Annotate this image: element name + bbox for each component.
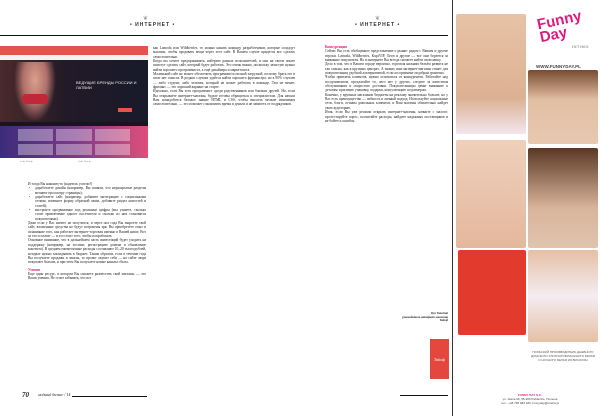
paragraph: И тогда Вы наконец-то (надеюсь успели?) [28, 182, 93, 186]
footer-rule [400, 395, 448, 396]
footer-rule [72, 396, 147, 397]
left-column-2 [153, 46, 295, 107]
paragraph: Идеально, если Вы есть программист среди родственников или близких друзей. Но, если Вы открываете интернет-магазин, будьте готовы обращаться к специалистам. Для начала Вам понадобится базовое знание HTML и CSS, чтобы вносить мелкие изменения самостоятельно, — это поможет сэкономить время и деньги и не зависеть от подрядчиков. [153, 89, 295, 107]
page-number: 70 [22, 391, 29, 399]
hero-title: ВЕДУЩИЕ БРЕНДЫ РОССИИ И ЛАТВИИ [76, 80, 137, 90]
header-rule [0, 35, 300, 36]
subheading: Конкуренция [325, 45, 347, 49]
paragraph: Маленький сайт не может обеспечить программиста полной загрузкой, поэтому брать его в штат нет смысла. В редких случаях удаётся найти хорошего фрилансера, но в 90% случаев — либо студент, либо человек, который не может работать в команде. Тем не менее, фриланс — это хороший вариант на старте. [153, 72, 295, 90]
paragraph: Дело в том, что в Вашем городе вероятно, торговля нижним бельём развита не так сильно, как в крупных центрах. А значит, ваш интернет-магазин станет для покупательниц удобной альтернативой, если ассортимент подобран грамотно. [325, 62, 448, 76]
caption: Сайт Tatioф [78, 160, 91, 163]
paragraph: Конечно, у крупных магазинов бюджеты на рекламу значительно больше, но у Вас есть преимущество — гибкость и личный подход. Используйте социальные сети, блоги, отзывы довольных клиентов, и Ваш магазин обязательно найдет свою аудиторию. [325, 92, 448, 110]
section-header-left: • ИНТЕРНЕТ • [130, 22, 176, 28]
paragraph: Итак, если Вы уже решили открыть интернет-магазин, начните с малого: протестируйте спрос, посчитайте расходы, найдите надежных поставщиков и не бойтесь ошибок. [325, 110, 448, 123]
model-photo [456, 140, 526, 248]
company-phone-email: тел.: +48 796 083 180, funnyday@interia.pl [501, 401, 559, 405]
ad-url: WWW.FUNNYDAY.PL [536, 64, 581, 69]
author-role: руководитель интернет-магазина Tatioф [402, 314, 448, 323]
model-photo-red-dress [458, 250, 526, 335]
header-rule [300, 35, 448, 36]
paragraph: Когда вы хотите предпринимать, наберите разных исполнителей, и они на своем опыте помогут сделать сайт, который будет работать. Это очень важно, поскольку зачастую нужно найти хорошего программиста, а ещё дизайнера и маркетолога. [153, 59, 295, 72]
bullet-item: • доработаете дизайн (например, Вы поняли, что нераскрытые разделы мешают просмотру страницы); [28, 186, 146, 195]
ad-contacts [460, 393, 600, 405]
left-column-1 [28, 182, 146, 281]
bullet-item: • настроите продвижение под реальные цифры (мы узнаете, сколько стоит привлечение одного посетителя и сколько из них становятся покупателями). [28, 208, 146, 221]
company-address: ул. Jasna 96, 95-200 Pabianice, Польша [502, 397, 558, 401]
brand-sub: INTIMO [572, 44, 589, 49]
author-name: Ilya Tomchak [431, 311, 448, 315]
right-column [325, 45, 448, 123]
paragraph: Еще один ресурс, в котором Вы сможете разместить свой магазин, — это Ваши умения. Не стоит забывать, что все [28, 271, 146, 281]
paragraph: как Lamoda или Wildberries, то можно нанять команду разработчиков, которые создадут магазин, чтобы продавать вещи через этот сайт. В Вашем случае придется все сделать самостоятельно. [153, 46, 295, 59]
company-name: FUNNY DAY S.C. [518, 393, 542, 397]
paragraph: Сейчас Вы есть обобщенное представление о рынке: рядом с Вашим и другие игроки. Lamoda, Wildberries, KupiVIP, Ozon и другие — все они борются за внимание покупателя. Но в интернете Вы всегда сможете найти свою нишу. [325, 49, 448, 63]
tatiof-logo: Tatioф [430, 339, 449, 379]
model-photo [456, 14, 526, 134]
funnyday-logo: Funny Day [535, 7, 584, 47]
bullet-item: • доработаете сайт (например, добавите интеграцию с социальными сетями, измените форму обратной связи, добавите раздел новостей и статей); [28, 195, 146, 208]
paragraph: Чтобы привлечь клиентов, нужно отличаться от конкурентов. Работайте над ассортиментом, предлагайте то, чего нет у других, следите за качеством обслуживания и скоростью доставки. Покупательницы ценят внимание к деталям: красивую упаковку, подарки, консультацию по размерам. [325, 75, 448, 93]
magazine-issue: модный бизнес / 14 [38, 392, 71, 397]
model-photo [528, 70, 598, 144]
model-photo [528, 148, 598, 248]
ad-description: ПОЛЬСКИЙ ПРОИЗВОДИТЕЛЬ ДНЕВНОГО ДАМСКОГО ХЛОПЧАТОБУМАЖНОГО БЕЛЬЯ И НОЧНОГО БЕЛЬЯ ИЗ ВИСКОЗЫ [531, 350, 595, 362]
website-screenshot [0, 46, 148, 158]
model-photo [528, 250, 598, 342]
paragraph: Основное внимание, что в дальнейшем часть инвестиций будет уходить на поддержку (например, на хостинг, регистрацию домена и обновление контента). В среднем ежемесячные расходы составляют 10–20 тысяч рублей, которые нужно закладывать в бюджет. Таким образом, если в течение года Вы получаете продажи и заказы, то проект окупит себя — на сайте люди покупают больше, и при этом Вы получаете новые каналы сбыта. [28, 238, 146, 265]
subheading: Умение [28, 267, 41, 272]
caption: Сайт Tatioф [20, 160, 33, 163]
section-header-right: • ИНТЕРНЕТ • [355, 22, 401, 28]
page-divider [452, 0, 453, 416]
ornament-icon: ❦ [143, 16, 149, 22]
ornament-icon: ❦ [375, 16, 381, 22]
author-signature [400, 312, 448, 323]
paragraph: Даже если у Вас ничего не получится, и через пол года Вы закроете свой сайт, вложенные средства не будут потрачены зря: Вы приобретёте опыт и понимание того, как работает интернет-торговля именно в Вашей нише. Вот за это и платят — и это стоит того, чтобы попробовать. [28, 221, 146, 239]
